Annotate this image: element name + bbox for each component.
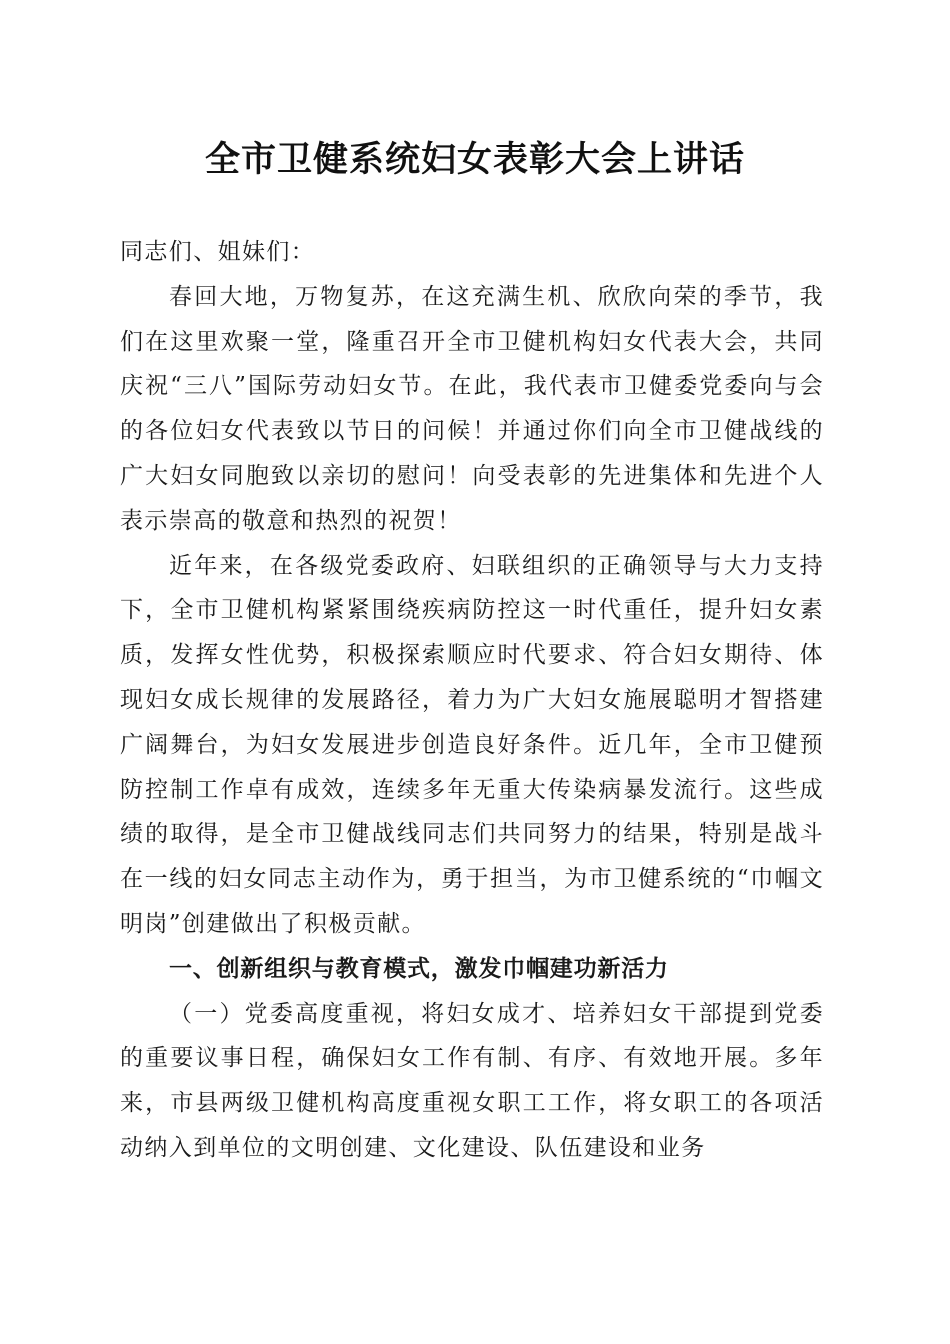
- document-body: [120, 230, 824, 1171]
- paragraph-party-committee: （一）党委高度重视，将妇女成才、培养妇女干部提到党委的重要议事日程，确保妇女工作有制、有序、有效地开展。多年来，市县两级卫健机构高度重视女职工工作，将女职工的各项活动纳入到单位的文明创建、文化建设、队伍建设和业务: [120, 1000, 824, 1161]
- salutation: 同志们、姐妹们：: [120, 239, 316, 265]
- document-title: 全市卫健系统妇女表彰大会上讲话: [204, 139, 745, 180]
- paragraph-achievements: 近年来，在各级党委政府、妇联组织的正确领导与大力支持下，全市卫健机构紧紧围绕疾病防控这一时代重任，提升妇女素质，发挥女性优势，积极探索顺应时代要求、符合妇女期待、体现妇女成长规律的发展路径，着力为广大妇女施展聪明才智搭建广阔舞台，为妇女发展进步创造良好条件。近几年，全市卫健预防控制工作卓有成效，连续多年无重大传染病暴发流行。这些成绩的取得，是全市卫健战线同志们共同努力的结果，特别是战斗在一线的妇女同志主动作为，勇于担当，为市卫健系统的“巾帼文明岗”创建做出了积极贡献。: [120, 552, 824, 937]
- paragraph-opening: 春回大地，万物复苏，在这充满生机、欣欣向荣的季节，我们在这里欢聚一堂，隆重召开全市卫健机构妇女代表大会，共同庆祝“三八”国际劳动妇女节。在此，我代表市卫健委党委向与会的各位妇女代表致以节日的问候！并通过你们向全市卫健战线的广大妇女同胞致以亲切的慰问！向受表彰的先进集体和先进个人表示崇高的敬意和热烈的祝贺！: [120, 283, 824, 534]
- section-heading-1: 一、创新组织与教育模式，激发巾帼建功新活力: [169, 955, 669, 982]
